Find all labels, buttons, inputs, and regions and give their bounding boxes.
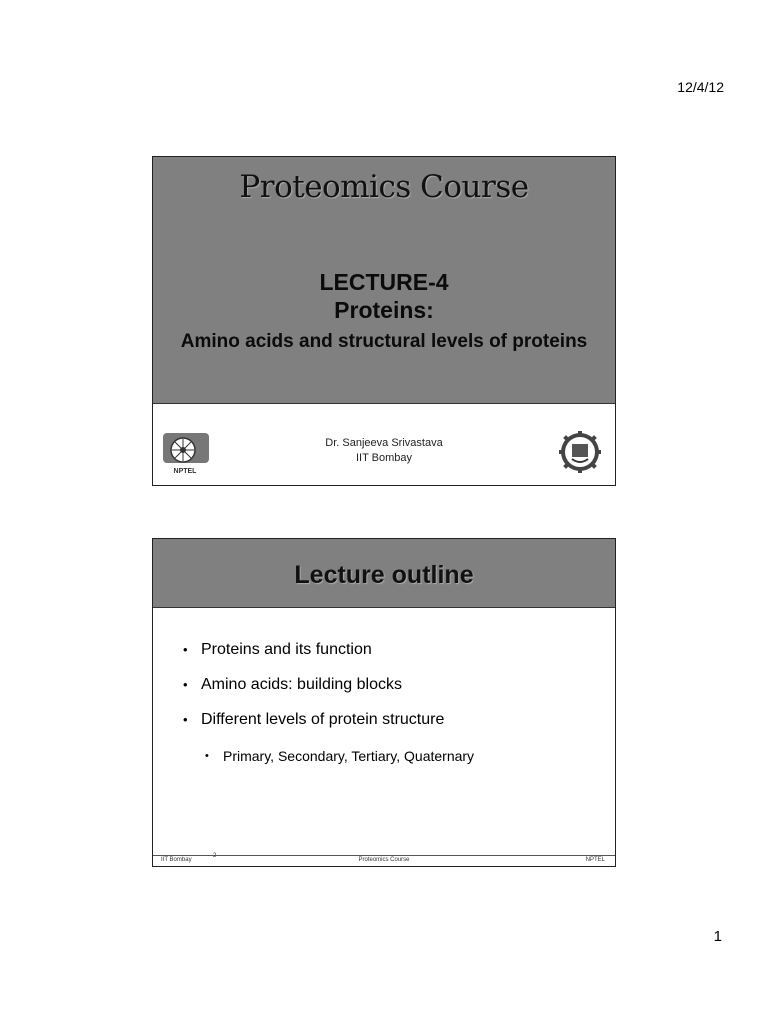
lecture-subtitle: Amino acids and structural levels of proteins [180, 331, 588, 352]
author-block [153, 436, 615, 466]
footer-nptel: NPTEL [585, 857, 605, 863]
bullet-text: Proteins and its function [201, 641, 372, 658]
iit-bombay-seal [559, 431, 601, 473]
bullet-marker: • [205, 750, 209, 762]
bullet-marker: • [183, 712, 188, 727]
page-date: 12/4/12 [677, 79, 724, 95]
outline-title: Lecture outline [294, 561, 474, 589]
lecture-number: LECTURE-4 [319, 269, 449, 295]
outline-slide [152, 538, 616, 867]
footer-slide-number: 2 [213, 853, 217, 859]
bullet-marker: • [183, 677, 188, 692]
bullet-text: Different levels of protein structure [201, 711, 445, 728]
list-item [183, 674, 603, 709]
author-name: Dr. Sanjeeva Srivastava [325, 437, 443, 449]
list-item [183, 639, 603, 674]
list-item [183, 709, 603, 744]
outline-slide-header [153, 539, 615, 608]
outline-bullet-list [183, 639, 603, 766]
sub-bullet-text: Primary, Secondary, Tertiary, Quaternary [223, 748, 475, 764]
course-title: Proteomics Course [239, 169, 529, 205]
footer-course: Proteomics Course [358, 857, 410, 863]
title-slide [152, 156, 616, 486]
bullet-marker: • [183, 642, 188, 657]
sub-list-item [205, 746, 603, 766]
lecture-heading: Proteins: [334, 297, 434, 323]
author-institution: IIT Bombay [355, 452, 413, 464]
footer-divider [153, 855, 615, 856]
bullet-text: Amino acids: building blocks [201, 676, 402, 693]
svg-text:NPTEL: NPTEL [173, 468, 197, 475]
footer-institution: IIT Bombay [161, 857, 192, 863]
title-slide-header [153, 157, 615, 404]
page-number: 1 [713, 928, 722, 945]
